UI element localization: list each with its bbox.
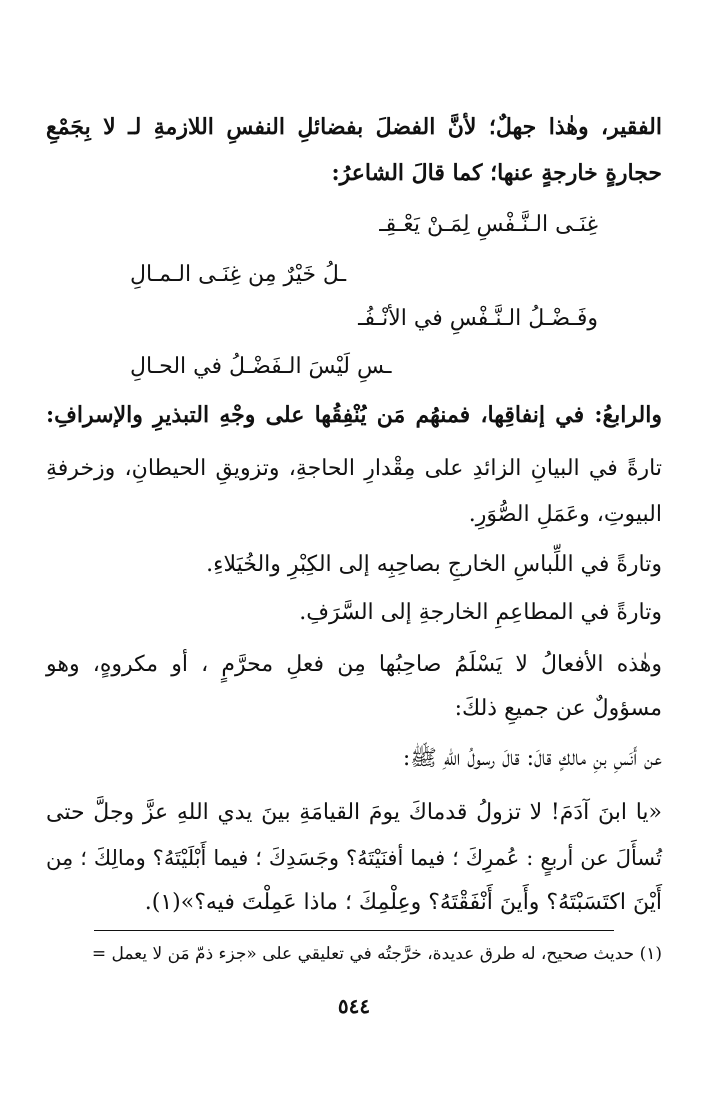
footnote-divider: [94, 930, 614, 931]
hadith-intro-line: عن أَنَسِ بنِ مالكٍ قالَ: قالَ رسولُ اللهِ ﷺ:: [402, 746, 662, 771]
hadith-line-1: «يا ابنَ آدَمَ! لا تزولُ قدماكَ يومَ القيامَةِ بينَ يدي اللهِ عزَّ وجلَّ حتى: [46, 800, 662, 825]
hadith-line-2: تُسأَلَ عن أربعٍ : عُمرِكَ ؛ فيما أفنَيْتَهُ؟ وجَسَدِكَ ؛ فيما أَبْلَيْتَهُ؟ ومالِكَ ؛ مِن: [46, 846, 662, 870]
paragraph-line-10: وتارةً في اللِّباسِ الخارجِ بصاحِبِه إلى الكِبْرِ والخُيَلاءِ.: [206, 552, 662, 577]
verse-line-3: وفَـضْـلُ الـنَّـفْسِ في الأنْـفُـ: [358, 306, 598, 331]
paragraph-line-1: الفقير، وهٰذا جهلٌ؛ لأنَّ الفضلَ بفضائلِ النفسِ اللازمةِ لـ لا بِجَمْعِ: [46, 114, 662, 140]
verse-line-1: غِنَـى الـنَّـفْسِ لِمَـنْ يَعْـقِـ: [379, 212, 598, 237]
hadith-line-3: أَيْنَ اكتَسَبْتَهُ؟ وأَينَ أَنْفَقْتَهُ؟ وعِلْمِكَ ؛ ماذا عَمِلْتَ فيه؟»(١).: [144, 890, 662, 915]
paragraph-line-8: تارةً في البيانِ الزائدِ على مِقْدارِ الحاجةِ، وتزويقِ الحيطانِ، وزخرفةِ: [46, 456, 662, 481]
paragraph-line-9: البيوتِ، وعَمَلِ الصُّوَرِ.: [468, 502, 662, 527]
paragraph-line-2: حجارةٍ خارجةٍ عنها؛ كما قالَ الشاعرُ:: [331, 160, 662, 186]
paragraph-line-7: والرابعُ: في إنفاقِها، فمنهُم مَن يُنْفِقُها على وجْهِ التبذيرِ والإسرافِ:: [46, 402, 662, 428]
paragraph-line-13: مسؤولٌ عن جميعِ ذلكَ:: [454, 696, 662, 721]
page-number: ٥٤٤: [337, 994, 371, 1018]
paragraph-line-11: وتارةً في المطاعِمِ الخارجةِ إلى السَّرَفِ.: [299, 600, 662, 625]
verse-line-2: ـلُ خَيْرٌ مِن غِنَـى الـمـالِ: [130, 262, 347, 287]
verse-line-4: ـسِ لَيْسَ الـفَضْـلُ في الحـالِ: [130, 354, 392, 379]
footnote: (١) حديث صحيح، له طرق عديدة، خرَّجتُه في تعليقي على «جزء ذمّ مَن لا يعمل =: [91, 944, 662, 964]
paragraph-line-12: وهٰذه الأفعالُ لا يَسْلَمُ صاحِبُها مِن فعلِ محرَّمٍ ، أو مكروهٍ، وهو: [46, 652, 662, 677]
